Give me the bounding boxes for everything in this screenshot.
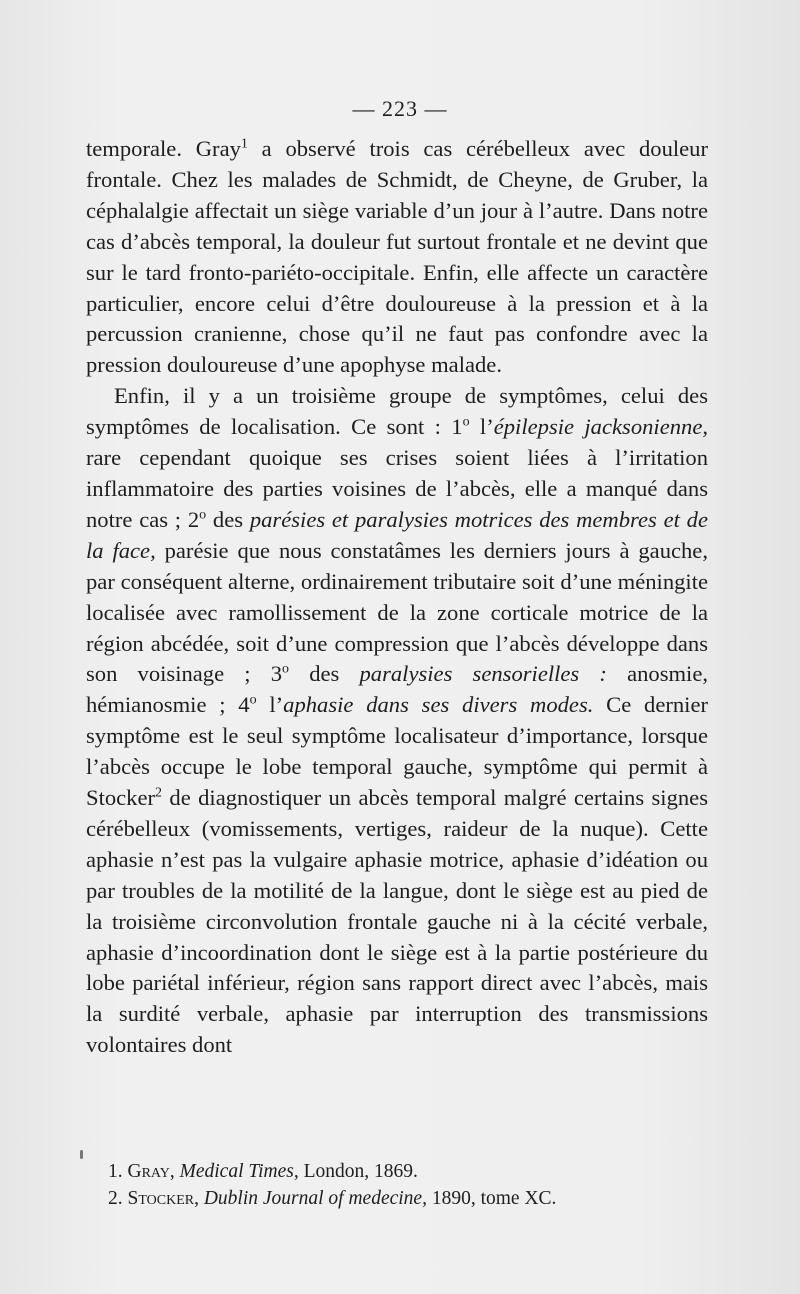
ordinal-1: o: [462, 414, 470, 430]
footnote-2-author: Stocker,: [127, 1188, 199, 1209]
footnote-ref-2: 2: [155, 785, 163, 801]
paragraph-2-text-f: de diagnostiquer un abcès temporal malgré certains signes cérébelleux (vomissements, vertiges, raideur de la nuque). Cette aphasie n’est pas la vulgaire aphasie motrice, aphasie d’idéation ou par troubles de la motilité de la langue, dont le siège est au pied de la troisième circonvolution frontale gauche ni à la cécité verbale, aphasie d’incoordination dont le siège est à la partie postérieure du lobe pariétal inférieur, région sans rapport direct avec l’abcès, mais la surdité verbale, aphasie par interruption des transmissions volontaires dont: [86, 785, 708, 1058]
italic-aphasie: aphasie dans ses divers modes.: [283, 692, 594, 718]
body-text: [86, 134, 708, 1061]
footnote-1: [108, 1158, 668, 1185]
footnote-2: [108, 1185, 668, 1212]
footnote-1-author: Gray,: [127, 1161, 175, 1182]
footnote-2-title: Dublin Journal of medecine,: [203, 1188, 427, 1209]
paragraph-2-text-a: Enfin, il y a un troisième groupe de symptômes, celui des symptômes de localisation. Ce sont : 1: [86, 383, 708, 440]
paragraph-1-text-b: a observé trois cas cérébelleux avec douleur frontale. Chez les malades de Schmidt, de Cheyne, de Gruber, la céphalalgie affectait un siège variable d’un jour à l’autre. Dans notre cas d’abcès temporal, la douleur fut surtout frontale et ne devint que sur le tard fronto-pariéto-occipitale. Enfin, elle affecte un caractère particulier, encore celui d’être douloureuse à la pression et à la percussion cranienne, chose qu’il ne faut pas confondre avec la pression douloureuse d’une apophyse malade.: [86, 136, 709, 378]
italic-paralysies-sensorielles: paralysies sensorielles :: [359, 661, 607, 687]
ordinal-3: o: [282, 661, 290, 677]
italic-epilepsie: épilepsie jacksonienne,: [493, 414, 708, 440]
ordinal-4: o: [249, 692, 257, 708]
footnote-ref-1: 1: [240, 136, 248, 152]
paragraph-1: [86, 134, 708, 381]
paragraph-1-text-a: temporale. Gray: [86, 136, 241, 161]
paragraph-2-text-e: Ce dernier symptôme est le seul symptôme localisateur d’importance, lorsque l’abcès occupe le lobe temporal gauche, symptôme qui permit à Stocker: [86, 692, 709, 811]
footnote-2-number: 2.: [108, 1188, 123, 1209]
footnote-1-number: 1.: [108, 1161, 123, 1182]
paragraph-2-text-c: parésie que nous constatâmes les derniers jours à gauche, par conséquent alterne, ordinairement tributaire soit d’une méningite localisée avec ramollissement de la zone corticale motrice de la région abcédée, soit d’une compression que l’abcès développe dans son voisinage ; 3: [86, 537, 708, 687]
paragraph-2-text-b: rare cependant quoique ses crises soient liées à l’irritation inflammatoire des parties voisines de l’abcès, elle a manqué dans notre cas ; 2: [86, 445, 708, 532]
page-number: — 223 —: [352, 96, 448, 121]
paragraph-2-text-d2: l’: [256, 692, 284, 718]
footnotes: [108, 1158, 668, 1212]
footnote-1-title: Medical Times,: [179, 1161, 299, 1182]
italic-paresies: parésies et paralysies motrices des membres et de la face,: [86, 506, 708, 563]
footnote-2-rest: 1890, tome XC.: [426, 1188, 557, 1209]
paragraph-2-text-b2: des: [206, 506, 250, 532]
ordinal-2: o: [199, 507, 207, 523]
paragraph-2-text-d: anosmie, hémianosmie ; 4: [86, 661, 709, 718]
paragraph-2-text-a2: l’: [469, 414, 494, 440]
scan-speck: [80, 1150, 83, 1159]
footnote-1-rest: London, 1869.: [298, 1161, 418, 1182]
paragraph-2: [86, 381, 708, 1061]
paragraph-2-text-c2: des: [289, 661, 360, 687]
